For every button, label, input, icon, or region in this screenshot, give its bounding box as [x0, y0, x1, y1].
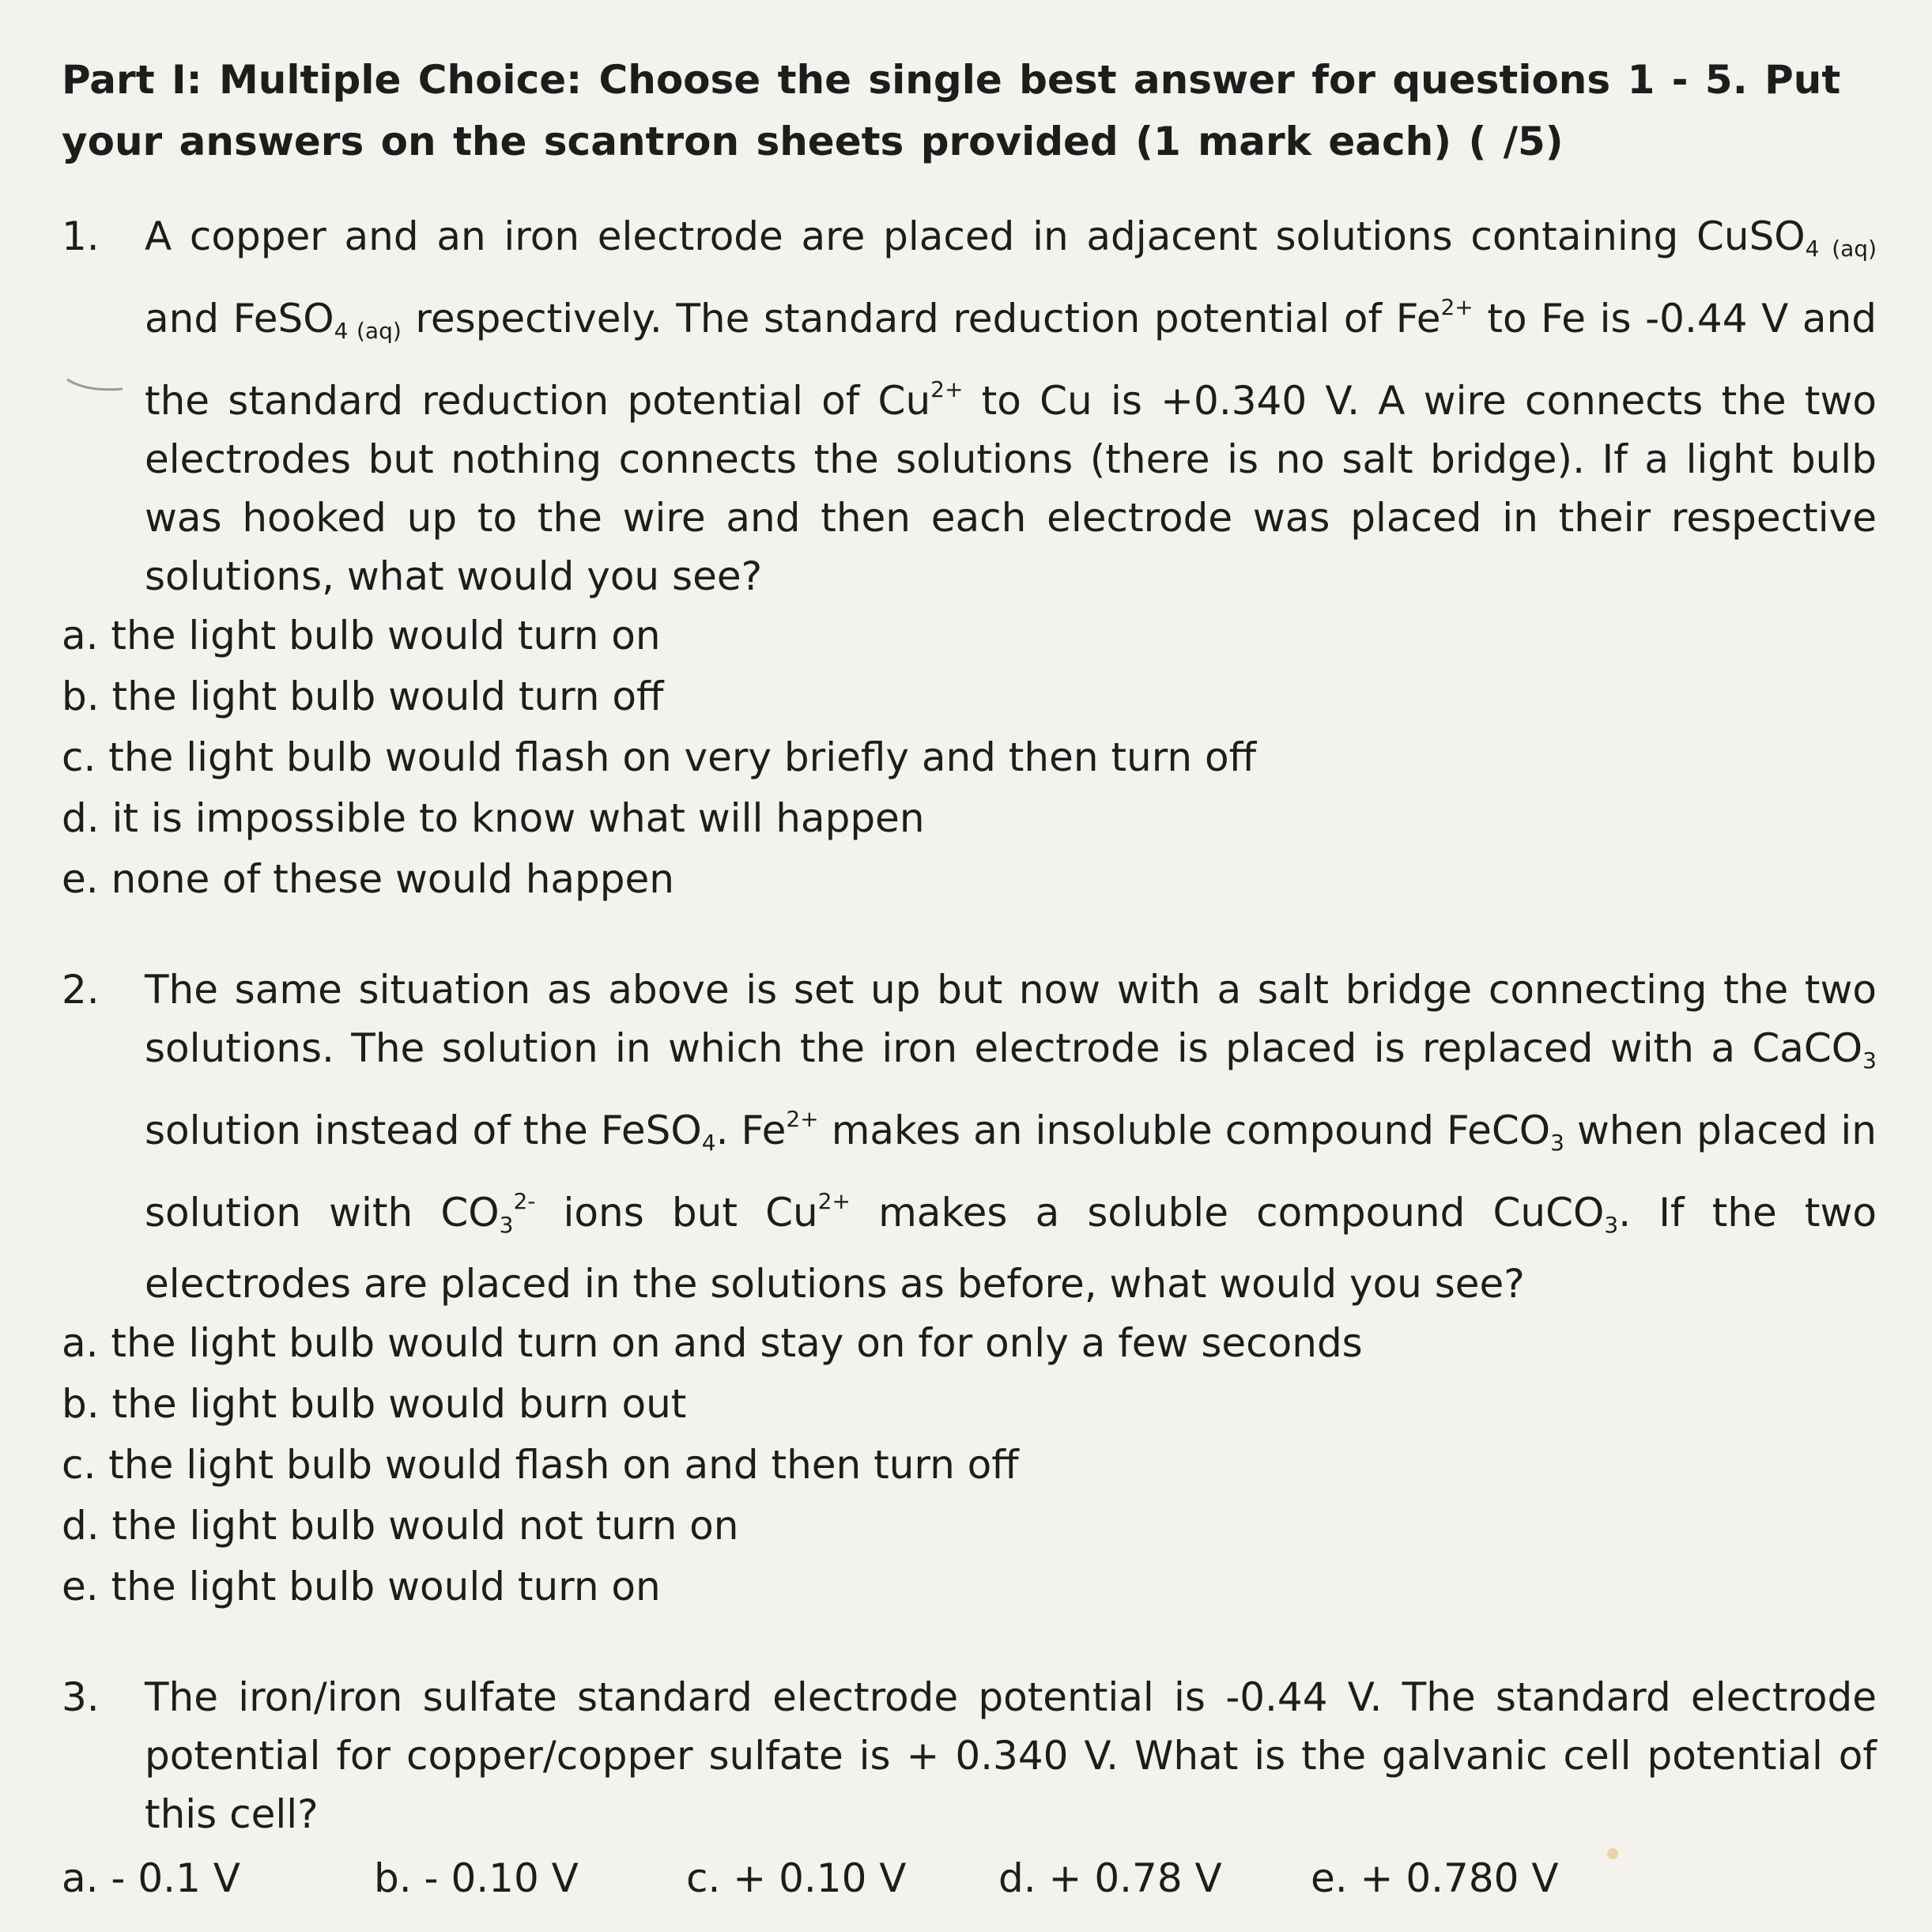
option-b: b. - 0.10 V — [374, 1855, 579, 1901]
question-1-stem — [62, 207, 1877, 606]
question-2-stem — [62, 960, 1877, 1313]
option-a: a. the light bulb would turn on and stay on for only a few seconds — [62, 1320, 1363, 1366]
question-1 — [62, 207, 1877, 910]
option-a: a. the light bulb would turn on — [62, 613, 661, 658]
question-number: 2. — [62, 967, 100, 1013]
option-b: b. the light bulb would burn out — [62, 1381, 687, 1427]
option-c: c. the light bulb would flash on very briefly and then turn off — [62, 734, 1257, 780]
option-c: c. + 0.10 V — [686, 1855, 907, 1901]
option-b: b. the light bulb would turn off — [62, 674, 664, 719]
question-3-stem — [62, 1668, 1877, 1843]
speck-icon — [1597, 1838, 1628, 1870]
option-e: e. none of these would happen — [62, 856, 674, 902]
question-text: A copper and an iron electrode are placed in adjacent solutions containing CuSO$_{4 (aq)}$ and FeSO$_{4 (aq)}$ respectively. The standard reduction potential of $Fe^{2+}$ to Fe is -0.44 V and the standard reduction potential of $Cu^{2+}$ to Cu is +0.340 V. A wire connects the two electrodes but nothing connects the solutions (there is no salt bridge). If a light bulb was hooked up to the wire and then each electrode was placed in their respective solutions, what would you see? — [145, 213, 1877, 599]
part-header: Part I: Multiple Choice: Choose the single best answer for questions 1 - 5. Put your answers on the scantron sheets provided (1 mark each) ( /5) — [62, 57, 1841, 164]
option-a: a. - 0.1 V — [62, 1855, 240, 1901]
option-d: d. + 0.78 V — [998, 1855, 1222, 1901]
pencil-mark-icon — [63, 372, 126, 395]
question-text: The iron/iron sulfate standard electrode potential is -0.44 V. The standard electrode potential for copper/copper sulfate is + 0.340 V. What is the galvanic cell potential of this cell? — [145, 1674, 1877, 1837]
question-2 — [62, 960, 1877, 1617]
option-d: d. the light bulb would not turn on — [62, 1503, 739, 1549]
option-e: e. the light bulb would turn on — [62, 1564, 661, 1609]
question-text: The same situation as above is set up but now with a salt bridge connecting the two solutions. The solution in which the iron electrode is placed is replaced with a CaCO$_3$ solution instead of the FeSO$_4$. $Fe^{2+}$ makes an insoluble compound FeCO$_3$ when placed in solution with $CO_3^{2-}$ ions but $Cu^{2+}$ makes a soluble compound CuCO$_3$. If the two electrodes are placed in the solutions as before, what would you see? — [145, 967, 1877, 1307]
question-number: 1. — [62, 213, 100, 259]
option-e: e. + 0.780 V — [1311, 1855, 1559, 1901]
question-3 — [62, 1668, 1877, 1909]
option-c: c. the light bulb would flash on and then turn off — [62, 1442, 1019, 1488]
question-number: 3. — [62, 1674, 100, 1720]
option-d: d. it is impossible to know what will happen — [62, 795, 925, 841]
